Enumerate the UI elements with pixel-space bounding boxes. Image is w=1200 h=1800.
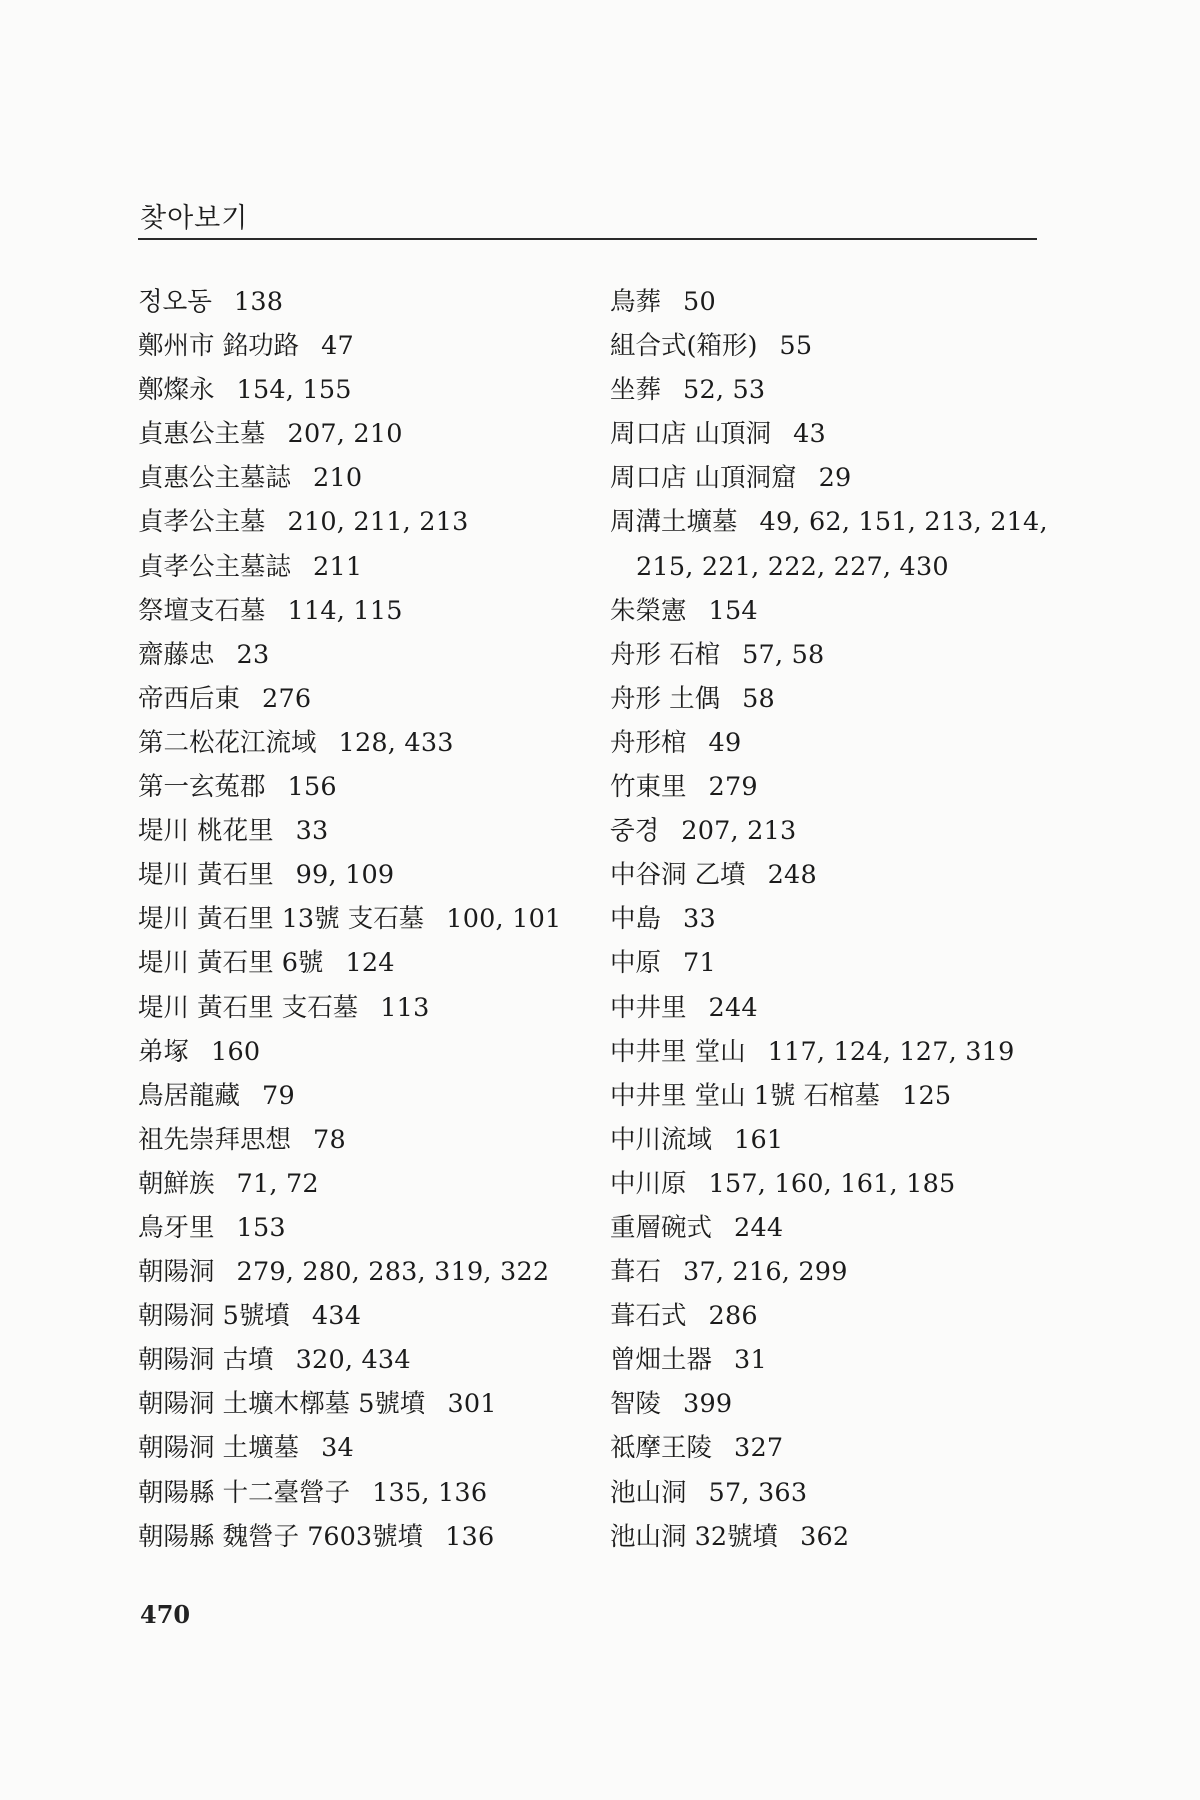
index-pages: 33 (683, 904, 716, 935)
index-term: 堤川 黃石里 13號 支石墓 (138, 904, 425, 935)
index-entry (138, 677, 558, 721)
index-entry (138, 456, 558, 500)
index-entry (610, 324, 1040, 368)
index-term: 中川原 (610, 1168, 687, 1199)
index-entry (138, 1206, 558, 1250)
index-entry (138, 1294, 558, 1338)
index-entry (610, 941, 1040, 985)
index-entry (610, 853, 1040, 897)
index-pages: 157, 160, 161, 185 (708, 1168, 956, 1199)
index-pages: 161 (734, 1124, 784, 1155)
index-term: 帝西后東 (138, 683, 241, 714)
index-term: 鳥居龍藏 (138, 1080, 241, 1111)
index-entry (138, 1250, 558, 1294)
index-entry (138, 589, 558, 633)
index-entry (610, 1206, 1040, 1250)
index-term: 智陵 (610, 1389, 662, 1420)
index-entry (138, 1030, 558, 1074)
index-entry (610, 1118, 1040, 1162)
index-term: 中井里 (610, 992, 687, 1023)
index-entry (138, 368, 558, 412)
index-term: 堤川 黃石里 (138, 860, 274, 891)
index-term: 朱榮憲 (610, 595, 687, 626)
index-term: 中川流域 (610, 1124, 713, 1155)
index-term: 朝陽洞 (138, 1257, 215, 1288)
index-pages: 244 (708, 992, 758, 1023)
index-pages: 248 (767, 860, 817, 891)
index-term: 貞孝公主墓 (138, 507, 266, 538)
index-entry (610, 545, 1040, 589)
index-term: 池山洞 (610, 1477, 687, 1508)
index-term: 祖先崇拜思想 (138, 1124, 292, 1155)
index-term: 祭壇支石墓 (138, 595, 266, 626)
index-pages: 79 (262, 1080, 295, 1111)
index-pages: 49 (708, 727, 742, 758)
index-pages: 49, 62, 151, 213, 214, (759, 507, 1048, 538)
index-term: 中原 (610, 948, 662, 979)
index-pages: 207, 210 (287, 419, 403, 450)
index-pages: 276 (262, 683, 312, 714)
index-entry (610, 280, 1040, 324)
index-pages: 124 (345, 948, 395, 979)
index-term: 第二松花江流域 (138, 727, 317, 758)
index-term: 堤川 桃花里 (138, 816, 274, 847)
index-entry (138, 412, 558, 456)
index-term: 鳥葬 (610, 287, 662, 317)
index-entry (138, 1338, 558, 1382)
index-pages: 57, 58 (742, 639, 825, 670)
index-pages: 23 (236, 639, 270, 670)
index-term: 中谷洞 乙墳 (610, 860, 746, 891)
index-pages: 47 (321, 331, 354, 362)
index-entry (138, 897, 562, 941)
index-term: 貞孝公主墓誌 (138, 551, 292, 582)
index-entry (610, 412, 1040, 456)
index-pages: 210, 211, 213 (287, 507, 469, 538)
index-pages: 99, 109 (295, 860, 395, 891)
index-pages: 135, 136 (372, 1477, 488, 1508)
index-pages: 125 (902, 1080, 952, 1111)
index-term: 朝陽洞 5號墳 (138, 1301, 290, 1332)
index-term: 鄭州市 銘功路 (138, 331, 300, 362)
index-term: 重層碗式 (610, 1212, 713, 1243)
header-rule (138, 238, 1037, 240)
index-entry (610, 677, 1040, 721)
index-pages: 279 (708, 772, 758, 803)
index-term: 弟塚 (138, 1036, 190, 1067)
index-entry (138, 1471, 558, 1515)
index-entry (610, 809, 1040, 853)
index-entry (610, 368, 1040, 412)
index-pages: 244 (734, 1212, 784, 1243)
index-pages: 154 (708, 595, 758, 626)
index-entry (610, 1426, 1040, 1470)
index-pages: 100, 101 (446, 904, 562, 935)
index-column-left (138, 280, 562, 1559)
index-pages: 33 (295, 816, 329, 847)
section-header: 찾아보기 (140, 203, 249, 234)
index-entry (138, 986, 558, 1030)
index-entry (610, 1250, 1040, 1294)
index-pages: 215, 221, 222, 227, 430 (636, 551, 949, 582)
index-pages: 160 (211, 1036, 261, 1067)
index-term: 朝陽洞 古墳 (138, 1345, 274, 1376)
index-entry (138, 1118, 558, 1162)
index-entry (138, 1074, 558, 1118)
index-entry (138, 809, 558, 853)
index-pages: 320, 434 (295, 1345, 411, 1376)
index-term: 鳥牙里 (138, 1212, 215, 1243)
index-pages: 78 (313, 1124, 346, 1155)
index-pages: 52, 53 (683, 375, 766, 406)
index-pages: 29 (818, 463, 852, 494)
index-term: 中井里 堂山 1號 石棺墓 (610, 1080, 881, 1111)
index-entry (138, 1382, 558, 1426)
index-entry (610, 765, 1040, 809)
index-entry (138, 765, 558, 809)
index-entry (610, 1382, 1040, 1426)
index-term: 鄭燦永 (138, 375, 215, 406)
index-entry (610, 456, 1040, 500)
index-term: 池山洞 32號墳 (610, 1521, 779, 1552)
index-entry (610, 1471, 1040, 1515)
index-pages: 50 (683, 287, 716, 317)
index-term: 朝陽縣 魏營子 7603號墳 (138, 1521, 424, 1552)
index-entry (138, 1162, 558, 1206)
index-pages: 211 (313, 551, 363, 582)
index-entry (610, 1030, 1040, 1074)
index-term: 曾畑土器 (610, 1345, 713, 1376)
index-term: 舟形 石棺 (610, 639, 721, 670)
index-entry (610, 500, 1048, 544)
index-term: 중경 (610, 816, 660, 847)
index-term: 組合式(箱形) (610, 331, 758, 362)
index-pages: 434 (311, 1301, 362, 1332)
index-term: 齋藤忠 (138, 639, 215, 670)
index-entry (610, 1074, 1040, 1118)
index-term: 坐葬 (610, 375, 662, 406)
index-term: 中井里 堂山 (610, 1036, 746, 1067)
index-entry (610, 633, 1040, 677)
index-entry (138, 941, 558, 985)
index-pages: 117, 124, 127, 319 (767, 1036, 1015, 1067)
index-term: 祗摩王陵 (610, 1433, 713, 1464)
index-term: 竹東里 (610, 772, 687, 803)
index-term: 朝陽縣 十二臺營子 (138, 1477, 351, 1508)
index-entry (138, 545, 558, 589)
index-term: 舟形棺 (610, 727, 687, 758)
index-pages: 153 (236, 1212, 286, 1243)
index-pages: 55 (779, 331, 813, 362)
index-pages: 207, 213 (681, 816, 797, 847)
index-pages: 156 (287, 772, 337, 803)
index-term: 貞惠公主墓 (138, 419, 266, 450)
index-term: 葺石式 (610, 1301, 687, 1332)
index-entry (138, 721, 558, 765)
index-entry (610, 897, 1040, 941)
index-pages: 128, 433 (338, 727, 454, 758)
index-entry (610, 1338, 1040, 1382)
index-term: 周口店 山頂洞窟 (610, 463, 797, 494)
index-entry (138, 853, 558, 897)
index-term: 朝陽洞 土壙木槨墓 5號墳 (138, 1389, 426, 1420)
index-term: 周口店 山頂洞 (610, 419, 772, 450)
index-pages: 31 (734, 1345, 767, 1376)
index-pages: 286 (708, 1301, 758, 1332)
index-pages: 362 (800, 1521, 850, 1552)
index-term: 朝陽洞 土壙墓 (138, 1433, 300, 1464)
index-entry (610, 1515, 1040, 1559)
index-column-right (610, 280, 1048, 1559)
index-entry (138, 280, 558, 324)
index-entry (138, 1515, 558, 1559)
index-term: 朝鮮族 (138, 1168, 215, 1199)
index-pages: 301 (447, 1389, 497, 1420)
index-term: 정오동 (138, 287, 212, 317)
index-pages: 113 (380, 992, 430, 1023)
index-pages: 34 (321, 1433, 354, 1464)
index-pages: 114, 115 (287, 595, 403, 626)
index-pages: 43 (793, 419, 826, 450)
index-term: 第一玄菟郡 (138, 772, 266, 803)
index-entry (138, 500, 558, 544)
index-pages: 58 (742, 683, 775, 714)
index-term: 舟形 土偶 (610, 683, 721, 714)
index-term: 葺石 (610, 1257, 662, 1288)
index-term: 堤川 黃石里 支石墓 (138, 992, 359, 1023)
index-pages: 279, 280, 283, 319, 322 (236, 1257, 550, 1288)
index-pages: 71, 72 (236, 1168, 319, 1199)
index-entry (138, 1426, 558, 1470)
index-term: 中島 (610, 904, 662, 935)
index-pages: 327 (734, 1433, 784, 1464)
index-pages: 138 (233, 287, 284, 317)
index-entry (138, 324, 558, 368)
index-entry (138, 633, 558, 677)
index-pages: 136 (445, 1521, 495, 1552)
index-entry (610, 589, 1040, 633)
index-term: 周溝土壙墓 (610, 507, 738, 538)
index-pages: 210 (313, 463, 363, 494)
page-number: 470 (140, 1600, 191, 1629)
index-pages: 154, 155 (236, 375, 352, 406)
index-entry (610, 1294, 1040, 1338)
index-entry (610, 1162, 1040, 1206)
index-term: 堤川 黃石里 6號 (138, 948, 324, 979)
index-pages: 37, 216, 299 (683, 1257, 848, 1288)
index-entry (610, 721, 1040, 765)
index-pages: 71 (683, 948, 716, 979)
index-pages: 399 (683, 1389, 733, 1420)
index-entry (610, 986, 1040, 1030)
index-term: 貞惠公主墓誌 (138, 463, 292, 494)
index-pages: 57, 363 (708, 1477, 808, 1508)
